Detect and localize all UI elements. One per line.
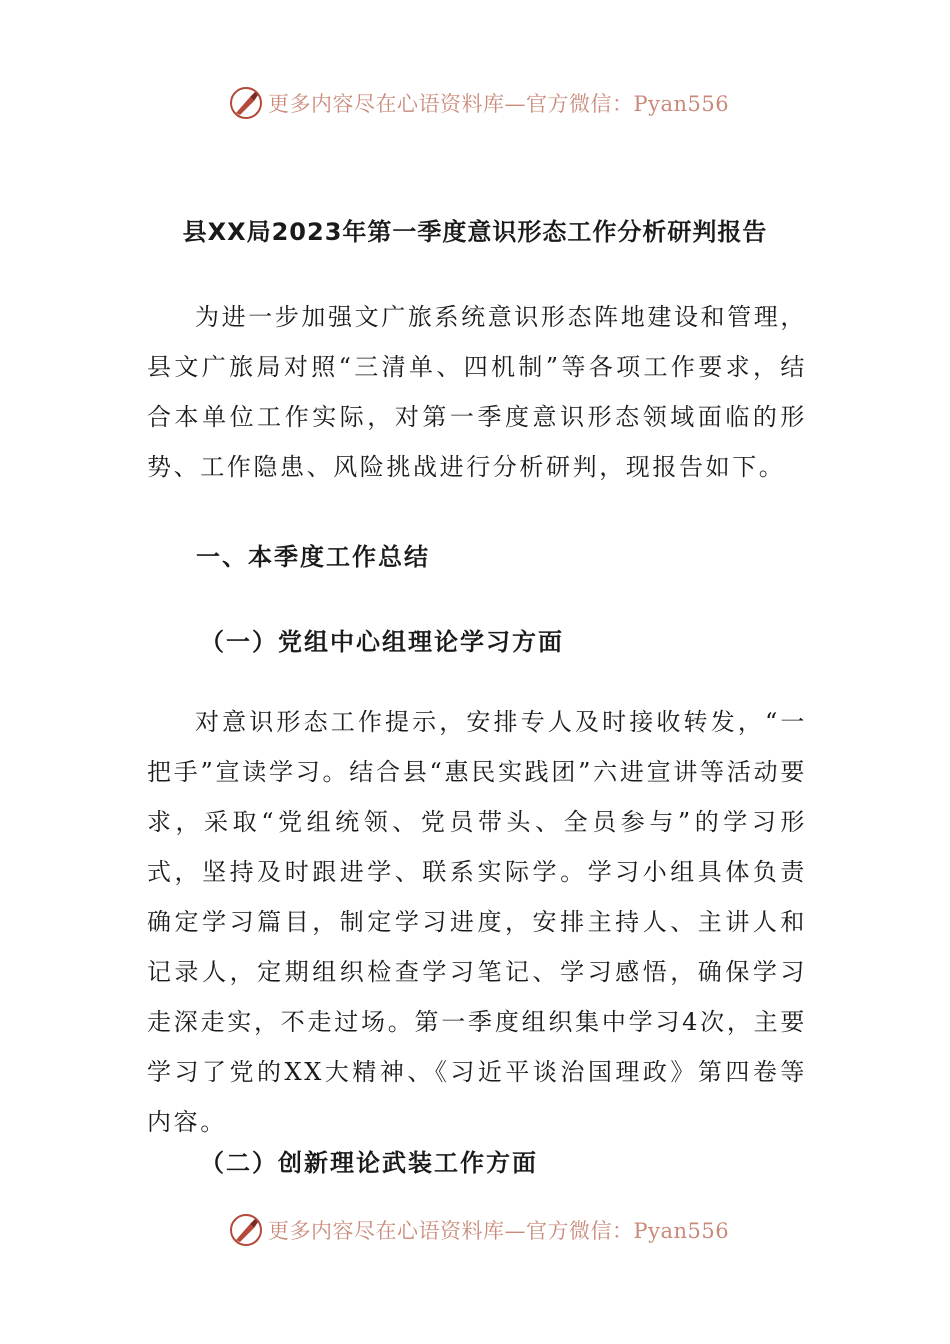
pen-nib-logo-icon xyxy=(228,1212,264,1248)
subsection-2-heading: （二）创新理论武装工作方面 xyxy=(200,1149,538,1177)
header-watermark-banner xyxy=(228,83,729,123)
pen-nib-logo-icon xyxy=(228,85,264,121)
footer-watermark-text: 更多内容尽在心语资料库—官方微信：Pyan556 xyxy=(268,1219,730,1243)
subsection-1-heading: （一）党组中心组理论学习方面 xyxy=(200,628,564,656)
subsection-1-body: 对意识形态工作提示，安排专人及时接收转发，“一把手”宣读学习。结合县“惠民实践团”六进宣讲等活动要求，采取“党组统领、党员带头、全员参与”的学习形式，坚持及时跟进学、联系实际学。学习小组具体负责确定学习篇目，制定学习进度，安排主持人、主讲人和记录人，定期组织检查学习笔记、学习感悟，确保学习走深走实，不走过场。第一季度组织集中学习4次，主要学习了党的XX大精神、《习近平谈治国理政》第四卷等内容。 xyxy=(147,708,807,1136)
section-1-heading: 一、本季度工作总结 xyxy=(196,543,430,571)
intro-paragraph: 为进一步加强文广旅系统意识形态阵地建设和管理，县文广旅局对照“三清单、四机制”等各项工作要求，结合本单位工作实际，对第一季度意识形态领域面临的形势、工作隐患、风险挑战进行分析研判，现报告如下。 xyxy=(147,303,807,481)
footer-watermark-banner xyxy=(228,1210,729,1250)
document-title: 县XX局2023年第一季度意识形态工作分析研判报告 xyxy=(182,218,768,246)
header-watermark-text: 更多内容尽在心语资料库—官方微信：Pyan556 xyxy=(268,92,730,116)
